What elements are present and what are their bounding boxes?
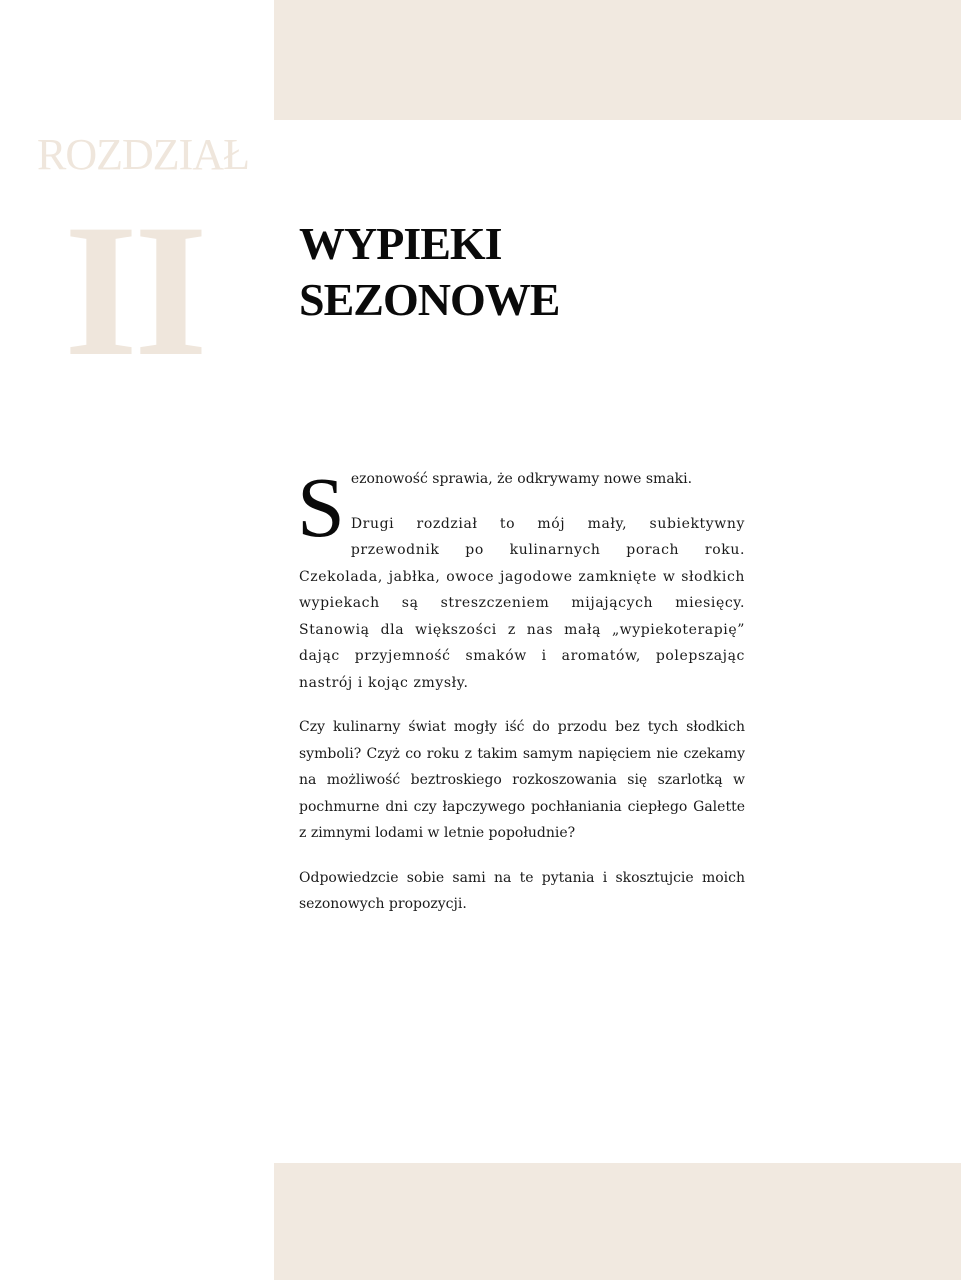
lead-sentence: ezonowość sprawia, że odkrywamy nowe smaki.	[350, 471, 693, 487]
paragraph-2: Czy kulinarny świat mogły iść do przodu bez tych słodkich symboli? Czyż co roku z takim samym napięciem nie czekamy na możliwość beztroskiego rozkoszowania się szarlotką w pochmurne dni czy łapczywego pochłaniania ciepłego Galette z zimnymi lodami w letnie popołudnie?	[299, 719, 745, 841]
bottom-decorative-band	[274, 1163, 961, 1280]
chapter-label: ROZDZIAŁ	[37, 130, 249, 179]
paragraph-3: Odpowiedzcie sobie sami na te pytania i skosztujcie moich sezonowych propozycji.	[299, 869, 745, 912]
top-decorative-band	[274, 0, 961, 120]
paragraph-1: Drugi rozdział to mój mały, subiektywny przewodnik po kulinarnych porach roku. Czekolada, jabłka, owoce jagodowe zamknięte w słodkich wypiekach są streszczeniem mijających miesięcy. Stanowią dla większości z nas małą „wypiekoterapię” dając przyjemność smaków i aromatów, polepszając nastrój i kojąc zmysły.	[299, 515, 745, 691]
chapter-intro-text	[297, 459, 745, 936]
chapter-title	[299, 216, 559, 328]
chapter-title-line-2: SEZONOWE	[299, 274, 560, 325]
chapter-title-line-1: WYPIEKI	[299, 218, 502, 269]
chapter-number: II	[64, 186, 204, 396]
drop-cap: S	[297, 459, 345, 555]
